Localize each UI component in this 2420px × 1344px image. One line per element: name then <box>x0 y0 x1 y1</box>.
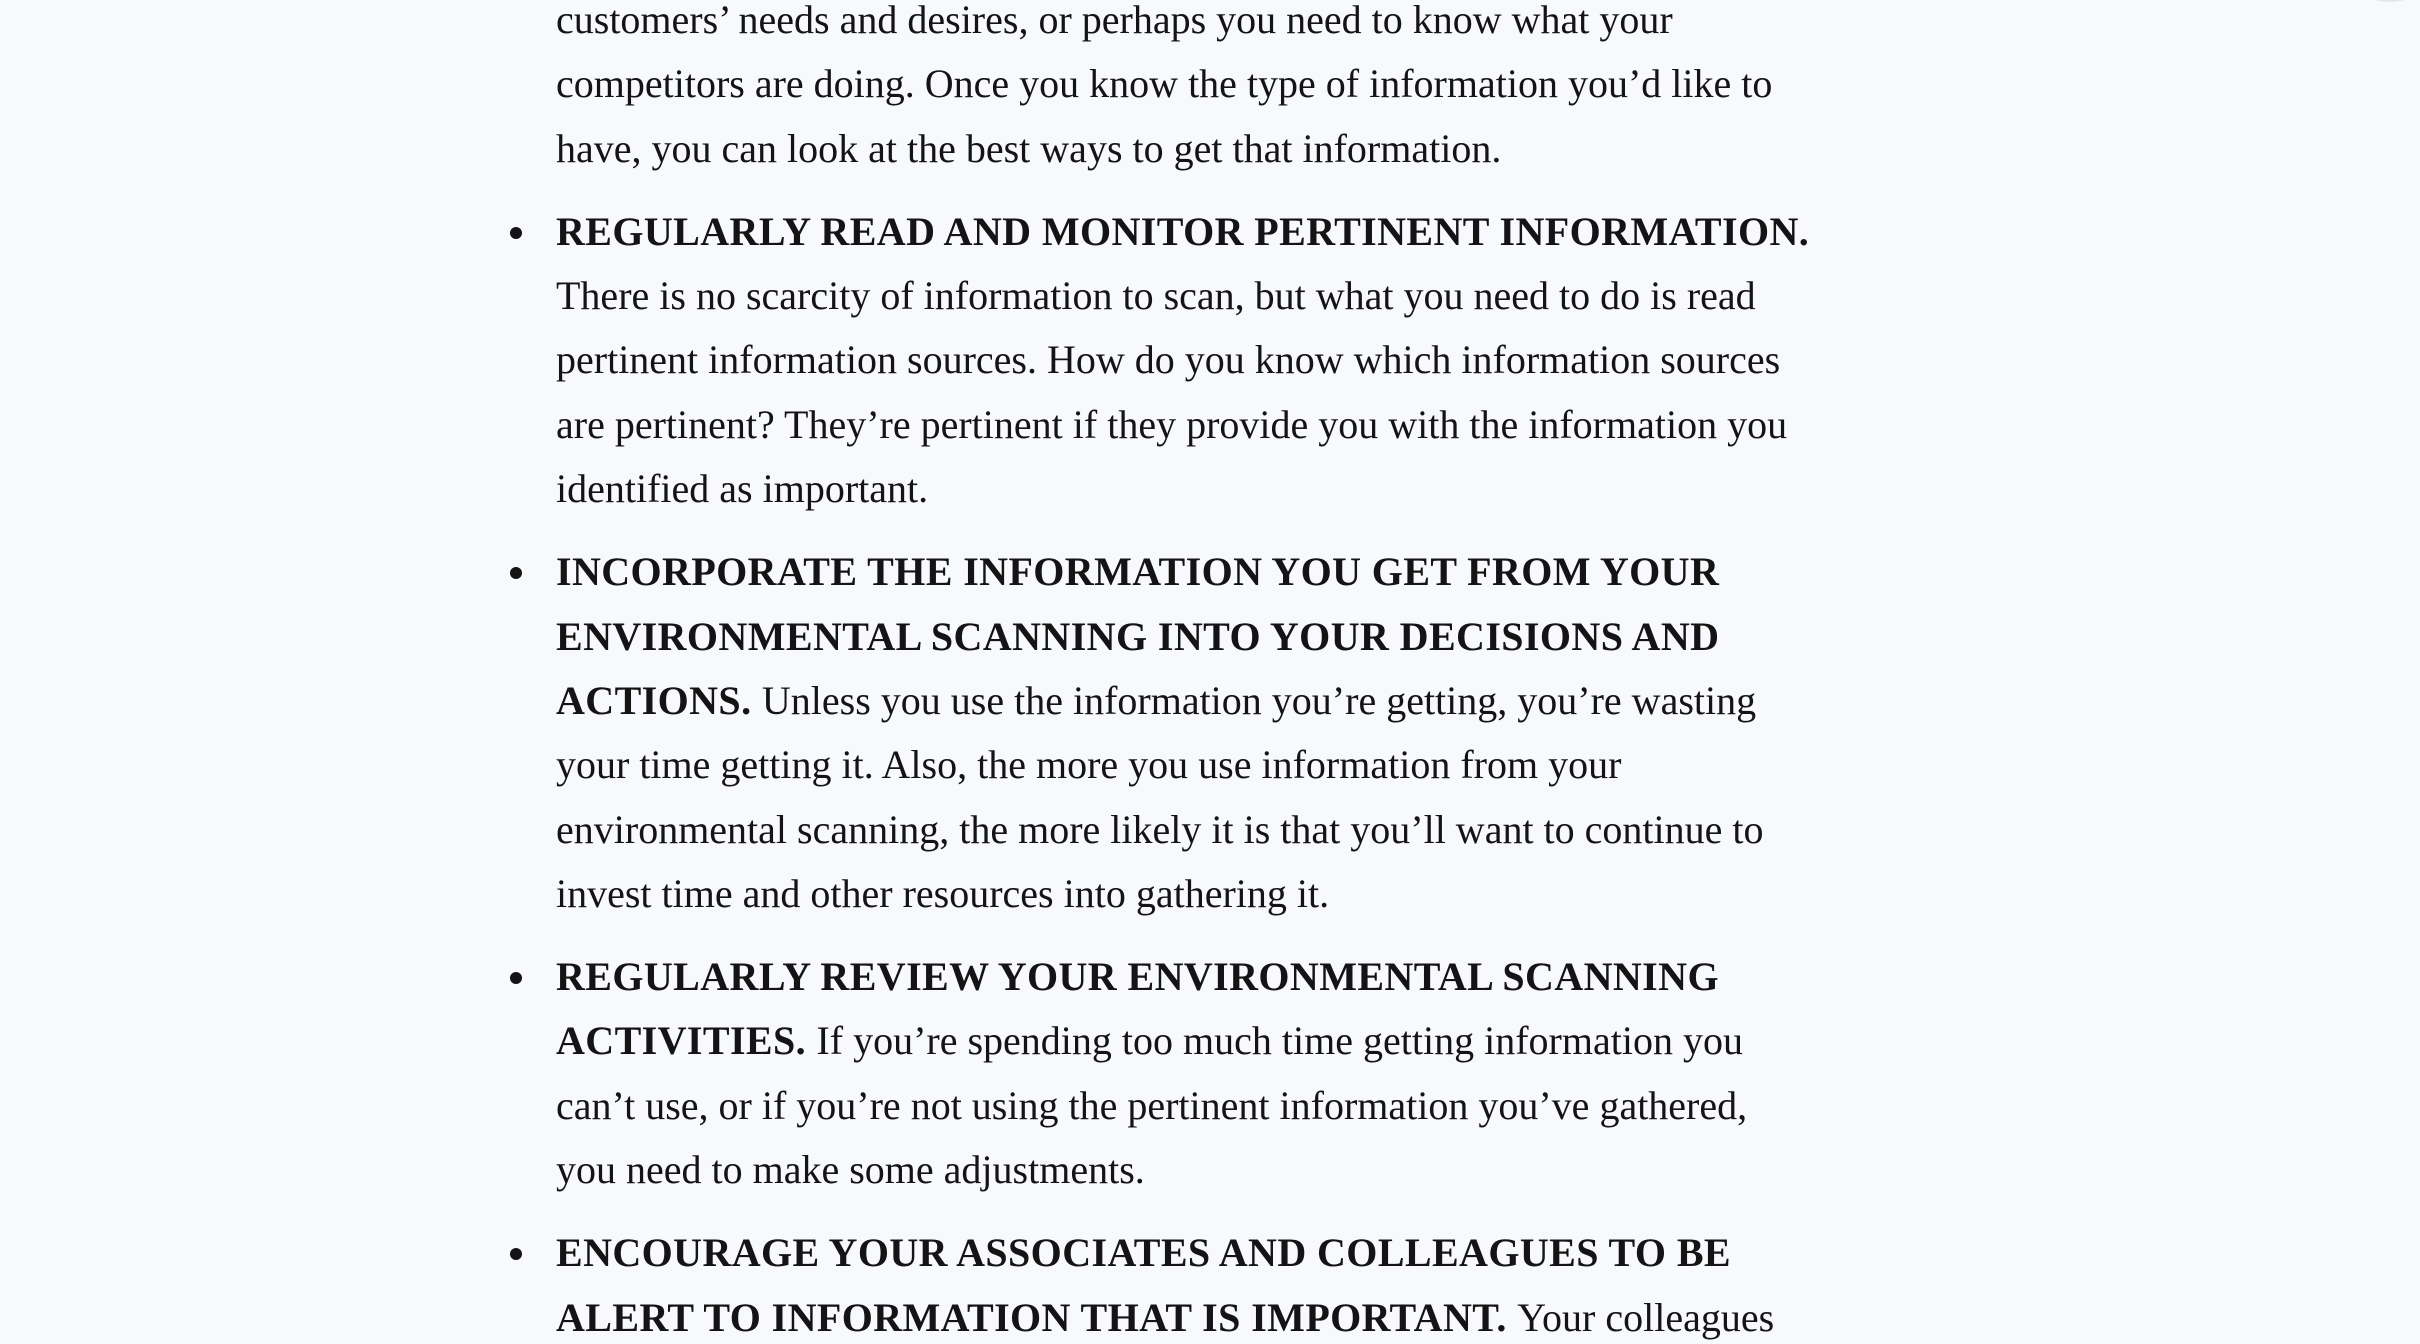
bullet-icon <box>510 945 522 1009</box>
list-item <box>556 540 1816 926</box>
lead-paragraph: customers’ needs and desires, or perhaps you need to know what your competitors are doing. Once you know the type of information you’d like to have, you can look at the best ways to get that information. <box>556 0 1773 171</box>
bullet-icon <box>510 540 522 604</box>
bullet-icon <box>510 200 522 264</box>
tip-heading: INCORPORATE THE INFORMATION YOU GET FROM YOUR ENVIRONMENTAL SCANNING INTO YOUR DECISIONS AND ACTIONS. <box>556 549 1720 723</box>
tip-body: If you’re spending too much time getting information you can’t use, or if you’re not using the pertinent information you’ve gathered, you need to make some adjustments. <box>556 1018 1748 1193</box>
list-item <box>556 1221 1816 1344</box>
tip-body: There is no scarcity of information to scan, but what you need to do is read pertinent information sources. How do you know which information sources are pertinent? They’re pertinent if they provide you with the information you identified as important. <box>556 273 1788 512</box>
article-body <box>556 0 1816 1344</box>
tip-body: Your colleagues <box>1517 1294 1775 1340</box>
list-item <box>556 945 1816 1202</box>
tip-heading: REGULARLY REVIEW YOUR ENVIRONMENTAL SCANNING ACTIVITIES. <box>556 954 1719 1064</box>
tip-heading: ENCOURAGE YOUR ASSOCIATES AND COLLEAGUES TO BE ALERT TO INFORMATION THAT IS IMPORTANT. <box>556 1230 1731 1340</box>
bullet-icon <box>510 1221 522 1285</box>
list-item <box>556 200 1816 521</box>
tip-heading: REGULARLY READ AND MONITOR PERTINENT INFORMATION. <box>556 208 1810 254</box>
tips-list <box>556 200 1816 1344</box>
corner-shadow <box>2360 0 2420 2</box>
tip-body: Unless you use the information you’re getting, you’re wasting your time getting it. Also, the more you use information from your environmental scanning, the more likely it is that you’ll want to continue to invest time and other resources into gathering it. <box>556 677 1764 916</box>
